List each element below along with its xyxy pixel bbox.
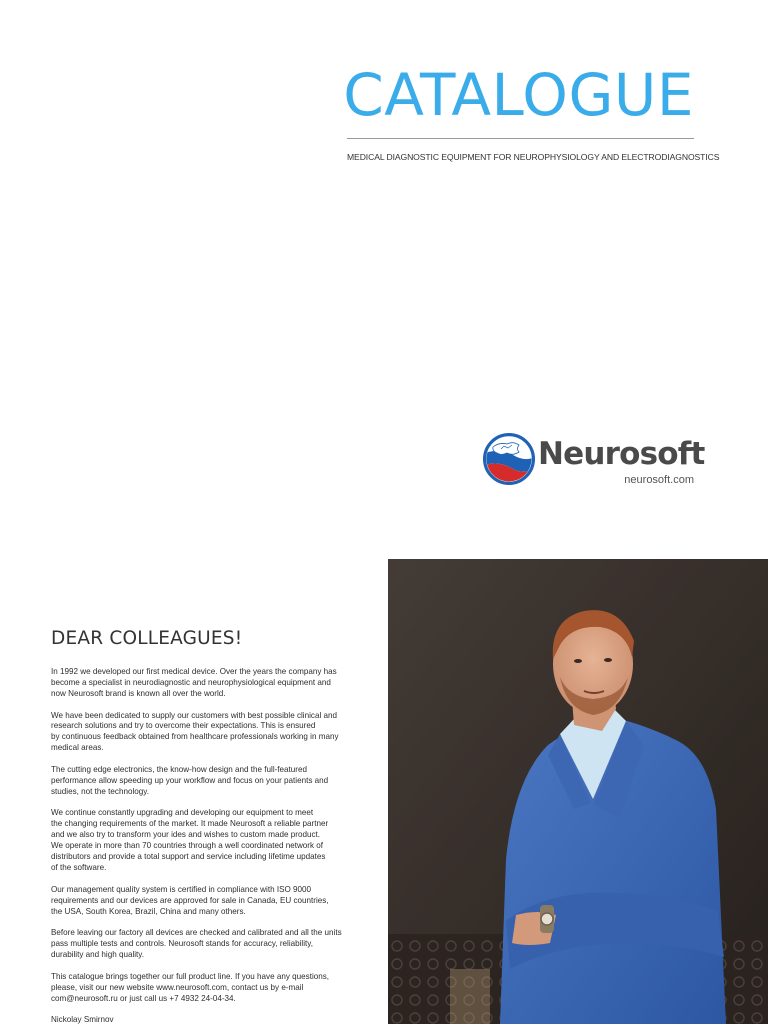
catalogue-title: CATALOGUE (343, 61, 694, 129)
letter-paragraph-7: This catalogue brings together our full product line. If you have any questions, please, visit our new website www.neurosoft.com, contact us by e-mail com@neurosoft.ru or just call us +7 4932 24-04-34. (51, 971, 330, 1003)
catalogue-subtitle: MEDICAL DIAGNOSTIC EQUIPMENT FOR NEUROPHYSIOLOGY AND ELECTRODIAGNOSTICS (347, 152, 720, 162)
letter-paragraph-6: Before leaving our factory all devices are checked and calibrated and all the units pass multiple tests and controls. Neurosoft stands for accuracy, reliability, durability and high quality. (51, 928, 342, 960)
letter-paragraph-5: Our management quality system is certified in compliance with ISO 9000 requirements and our devices are approved for sale in Canada, EU countries, the USA, South Korea, Brazil, China and many others. (51, 884, 329, 916)
portrait-photo (388, 559, 768, 1024)
letter-paragraph-4: We continue constantly upgrading and developing our equipment to meet the changing requirements of the market. It made Neurosoft a reliable partner and we also try to transform your ides and wishes to custom made product. We operate in more than 70 countries through a well coordinated network of distributors and provide a total support and service including lifetime updates of the software. (51, 808, 329, 872)
letter-paragraph-3: The cutting edge electronics, the know-how design and the full-featured performance allow speeding up your workflow and focus on your patients and studies, not the technology. (51, 764, 329, 796)
welcome-letter (51, 628, 351, 1026)
title-divider (347, 138, 694, 139)
brand-website: neurosoft.com (624, 474, 694, 486)
brand-name: Neurosoft (538, 436, 705, 472)
letter-signature: Nickolay Smirnov (51, 1015, 114, 1025)
neurosoft-logo (483, 432, 705, 488)
letter-paragraph-1: In 1992 we developed our first medical device. Over the years the company has become a specialist in neurodiagnostic and neurophysiological equipment and now Neurosoft brand is known all over the world. (51, 667, 337, 698)
letter-paragraph-2: We have been dedicated to supply our customers with best possible clinical and research solutions and try to overcome their expectations. This is ensured by continuous feedback obtained from healthcare professionals working in many medical areas. (51, 710, 339, 753)
letter-heading: DEAR COLLEAGUES! (51, 628, 243, 649)
portrait-illustration (388, 559, 768, 1024)
globe-flag-emblem-icon (483, 433, 535, 485)
